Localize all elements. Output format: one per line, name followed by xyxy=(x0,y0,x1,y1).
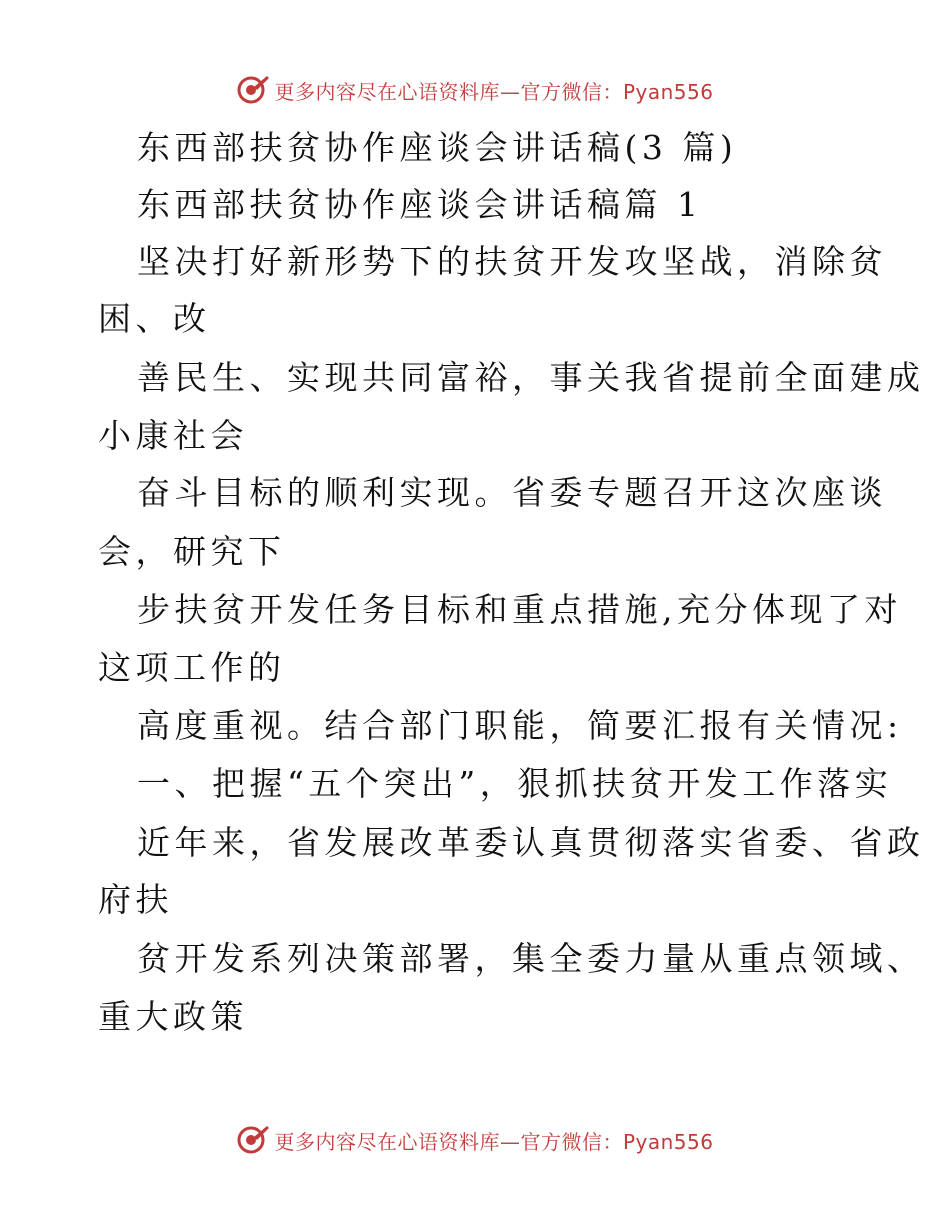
banner-text xyxy=(274,76,713,105)
paragraph-heading: 一、把握“五个突出”，狠抓扶贫开发工作落实 xyxy=(137,764,893,803)
paragraph-line: 这项工作的 xyxy=(98,648,286,687)
header-banner xyxy=(0,70,950,110)
paragraph-line: 府扶 xyxy=(98,880,173,919)
section-title: 东西部扶贫协作座谈会讲话稿篇 1 xyxy=(137,185,703,224)
paragraph-line: 重大政策 xyxy=(98,997,248,1036)
banner-separator: — xyxy=(499,79,521,104)
banner-prefix: 更多内容尽在心语资料库 xyxy=(274,79,500,104)
banner-suffix: 官方微信：Pyan556 xyxy=(520,1129,714,1154)
document-title: 东西部扶贫协作座谈会讲话稿(3 篇) xyxy=(137,128,738,167)
pen-logo-icon xyxy=(236,73,270,107)
paragraph-line: 步扶贫开发任务目标和重点措施,充分体现了对 xyxy=(137,590,902,629)
paragraph-line: 善民生、实现共同富裕，事关我省提前全面建成 xyxy=(137,358,925,397)
paragraph-line: 会，研究下 xyxy=(98,532,286,571)
paragraph-line: 近年来，省发展改革委认真贯彻落实省委、省政 xyxy=(137,823,925,862)
footer-banner xyxy=(0,1120,950,1160)
pen-logo-icon xyxy=(236,1123,270,1157)
banner-text xyxy=(274,1126,713,1155)
banner-prefix: 更多内容尽在心语资料库 xyxy=(274,1129,500,1154)
paragraph-line: 小康社会 xyxy=(98,416,248,455)
banner-suffix: 官方微信：Pyan556 xyxy=(520,79,714,104)
paragraph-line: 奋斗目标的顺利实现。省委专题召开这次座谈 xyxy=(137,473,887,512)
paragraph-line: 贫开发系列决策部署，集全委力量从重点领域、 xyxy=(137,939,925,978)
paragraph-line: 高度重视。结合部门职能，简要汇报有关情况: xyxy=(137,706,903,745)
paragraph-line: 困、改 xyxy=(98,299,211,338)
banner-separator: — xyxy=(499,1129,521,1154)
paragraph-line: 坚决打好新形势下的扶贫开发攻坚战，消除贫 xyxy=(137,242,887,281)
